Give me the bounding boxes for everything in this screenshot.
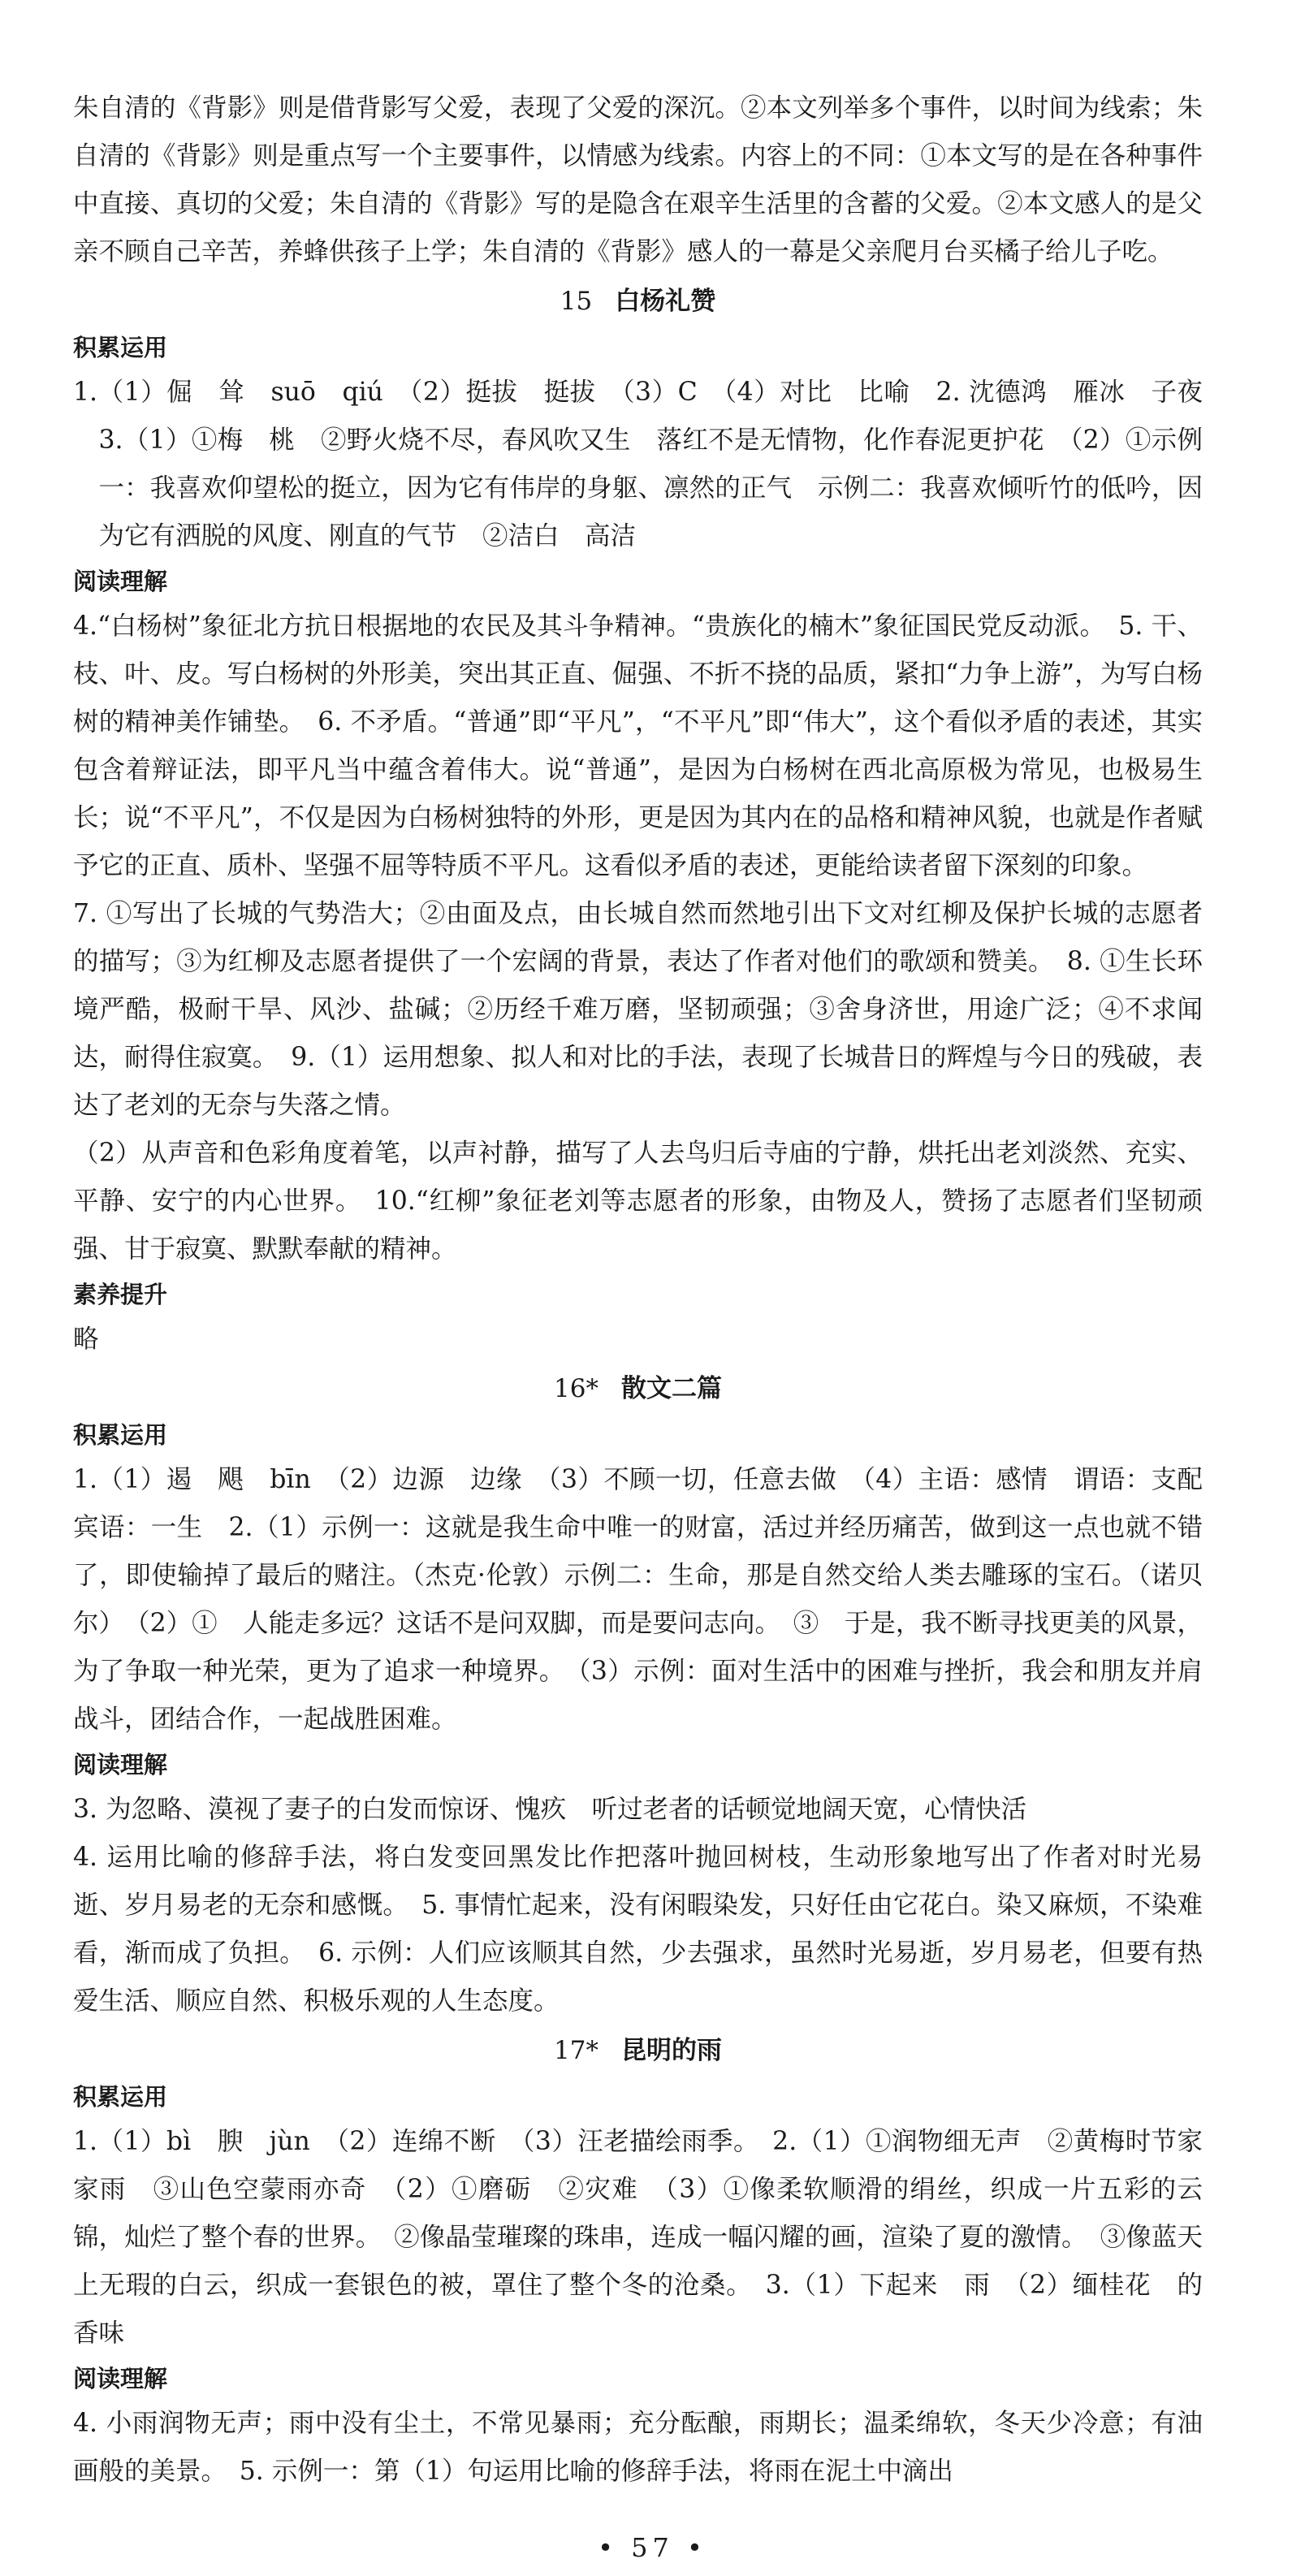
answer-paragraph: 1.（1）倔 耸 suō qiú （2）挺拔 挺拔 （3）C （4）对比 比喻 2. 沈德鸿 雁冰 子夜 3.（1）①梅 桃 ②野火烧不尽，春风吹又生 落红不是无情物，化作春泥更护花 （2）①示例一：我喜欢仰望松的挺立，因为它有伟岸的身躯、凛然的正气 示例二：我喜欢倾听竹的低吟，因为它有洒脱的风度、刚直的气节 ②洁白 高洁 [73,378,1229,551]
answer-paragraph: （2）从声音和色彩角度着笔，以声衬静，描写了人去鸟归后寺庙的宁静，烘托出老刘淡然、充实、平静、安宁的内心世界。 10.“红柳”象征老刘等志愿者的形象，由物及人，赞扬了志愿者们坚韧顽强、甘于寂寞、默默奉献的精神。 [73,1139,1203,1264]
lesson-number: 15 [560,287,593,316]
lesson-17-title [73,2025,1203,2076]
answer-paragraph: 4. 运用比喻的修辞手法，将白发变回黑发比作把落叶抛回树枝，生动形象地写出了作者对时光易逝、岁月易老的无奈和感慨。 5. 事情忙起来，没有闲暇染发，只好任由它花白。染又麻烦，不染难看，渐而成了负担。 6. 示例：人们应该顺其自然，少去强求，虽然时光易逝，岁月易老，但要有热爱生活、顺应自然、积极乐观的人生态度。 [73,1843,1203,2016]
section-header-jilei: 积累运用 [73,2083,168,2111]
answer-paragraph: 略 [73,1325,99,1354]
lesson-title-text: 散文二篇 [620,1374,722,1403]
answer-paragraph: 4.“白杨树”象征北方抗日根据地的农民及其斗争精神。“贵族化的楠木”象征国民党反动派。 5. 干、枝、叶、皮。写白杨树的外形美，突出其正直、倔强、不折不挠的品质，紧扣“力争上游”，为写白杨树的精神美作铺垫。 6. 不矛盾。“普通”即“平凡”，“不平凡”即“伟大”，这个看似矛盾的表述，其实包含着辩证法，即平凡当中蕴含着伟大。说“普通”，是因为白杨树在西北高原极为常见，也极易生长；说“不平凡”，不仅是因为白杨树独特的外形，更是因为其内在的品格和精神风貌，也就是作者赋予它的正直、质朴、坚强不屈等特质不平凡。这看似矛盾的表述，更能给读者留下深刻的印象。 [73,612,1203,880]
answer-paragraph: 1.（1）遏 飓 bīn （2）边源 边缘 （3）不顾一切，任意去做 （4）主语：感情 谓语：支配 宾语：一生 2.（1）示例一：这就是我生命中唯一的财富，活过并经历痛苦，做到这一点也就不错了，即使输掉了最后的赌注。（杰克·伦敦）示例二：生命，那是自然交给人类去雕琢的宝石。（诺贝尔） （2）① 人能走多远？这话不是问双脚，而是要问志向。 ③ 于是，我不断寻找更美的风景，为了争取一种光荣，更为了追求一种境界。 （3）示例：面对生活中的困难与挫折，我会和朋友并肩战斗，团结合作，一起战胜困难。 [73,1465,1229,1734]
lesson-number: 17* [554,2036,598,2065]
lesson-15-title [73,276,1203,326]
answer-paragraph: 7. ①写出了长城的气势浩大；②由面及点，由长城自然而然地引出下文对红柳及保护长城的志愿者的描写；③为红柳及志愿者提供了一个宏阔的背景，表达了作者对他们的歌颂和赞美。 8. ①生长环境严酷，极耐干旱、风沙、盐碱；②历经千难万磨，坚韧顽强；③舍身济世，用途广泛；④不求闻达，耐得住寂寞。 9.（1）运用想象、拟人和对比的手法，表现了长城昔日的辉煌与今日的残破，表达了老刘的无奈与失落之情。 [73,899,1203,1120]
intro-paragraph: 朱自清的《背影》则是借背影写父爱，表现了父爱的深沉。②本文列举多个事件，以时间为线索；朱自清的《背影》则是重点写一个主要事件，以情感为线索。内容上的不同：①本文写的是在各种事件中直接、真切的父爱；朱自清的《背影》写的是隐含在艰辛生活里的含蓄的父爱。②本文感人的是父亲不顾自己辛苦，养蜂供孩子上学；朱自清的《背影》感人的一幕是父亲爬月台买橘子给儿子吃。 [73,93,1203,266]
section-header-yuedu: 阅读理解 [73,1751,168,1779]
page-number: • 57 • [598,2532,707,2563]
section-header-jilei: 积累运用 [73,334,168,361]
lesson-number: 16* [554,1374,598,1403]
answer-paragraph: 3. 为忽略、漠视了妻子的白发而惊讶、愧疚 听过老者的话顿觉地阔天宽，心情快活 [73,1795,1027,1824]
answer-paragraph: 1.（1）bì 腴 jùn （2）连绵不断 （3）汪老描绘雨季。 2.（1）①润物细无声 ②黄梅时节家家雨 ③山色空蒙雨亦奇 （2）①磨砺 ②灾难 （3）①像柔软顺滑的绢丝，织成一片五彩的云锦，灿烂了整个春的世界。 ②像晶莹璀璨的珠串，连成一幅闪耀的画，渲染了夏的激情。 ③像蓝天上无瑕的白云，织成一套银色的被，罩住了整个冬的沧桑。 3.（1）下起来 雨 （2）缅桂花 的香味 [73,2127,1203,2348]
section-header-suyang: 素养提升 [73,1281,168,1308]
answer-paragraph: 4. 小雨润物无声；雨中没有尘土，不常见暴雨；充分酝酿，雨期长；温柔绵软，冬天少冷意；有油画般的美景。 5. 示例一：第（1）句运用比喻的修辞手法，将雨在泥土中滴出 [73,2409,1203,2486]
section-header-jilei: 积累运用 [73,1421,168,1449]
section-header-yuedu: 阅读理解 [73,568,168,595]
lesson-16-title [73,1364,1203,1414]
section-header-yuedu: 阅读理解 [73,2365,168,2392]
lesson-title-text: 白杨礼赞 [615,287,716,316]
lesson-title-text: 昆明的雨 [620,2036,722,2065]
